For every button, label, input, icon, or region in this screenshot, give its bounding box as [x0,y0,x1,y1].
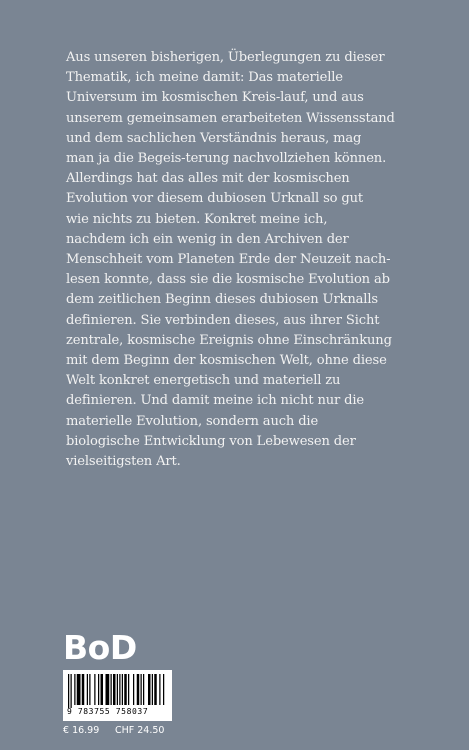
barcode-bar [124,674,127,705]
barcode-bar [154,674,157,705]
isbn-digits: 9 783755 758037 [67,707,149,716]
barcode-bar [106,674,110,705]
barcode-bar [87,674,88,705]
barcode-bar [98,674,99,705]
back-cover-blurb: Aus unseren bisherigen, Überlegungen zu dieser Thematik, ich meine damit: Das materielle Universum im kosmischen Kreis-lauf, und aus unserem gemeinsamen erarbeiteten Wissensstand und dem sachlichen Verständnis heraus, mag man ja die Begeis-terung nachvollziehen können. Allerdings hat das alles mit der kosmischen Evolution vor diesem dubiosen Urknall so gut wie nichts zu bieten. Konkret meine ich, nachdem ich ein wenig in den Archiven der Menschheit vom Planeten Erde der Neuzeit nach- lesen konnte, dass sie die kosmische Evolution ab dem zeitlichen Beginn dieses dubiosen Urknalls definieren. Sie verbinden dieses, aus ihrer Sicht zentrale, kosmische Ereignis ohne Einschränkung mit dem Beginn der kosmischen Welt, ohne diese Welt konkret energetisch und materiell zu definieren. Und damit meine ich nicht nur die materielle Evolution, sondern auch die biologische Entwicklung von Lebewesen der vielseitigsten Art. [66,50,395,470]
barcode-bar [159,674,160,705]
barcode-bar [113,674,116,705]
barcode-bar [122,674,123,705]
barcode-bar [117,674,118,705]
isbn-barcode [63,670,172,721]
price-chf: CHF 24.50 [115,725,165,736]
barcode-bar [71,674,72,708]
barcode-bar [137,674,140,705]
barcode-bar [128,674,129,705]
barcode-bar [94,674,95,705]
barcode-bar [119,674,120,705]
barcode-bar [148,674,151,705]
barcode-bar [152,674,153,705]
barcode-bar [101,674,104,705]
barcode-bar [68,674,69,708]
barcode-bar [82,674,85,705]
barcode-bar [141,674,142,705]
barcode-bar [143,674,144,705]
barcode-bar [163,674,164,705]
barcode-bar [133,674,134,705]
barcode-bar [77,674,81,705]
barcode-bar [89,674,90,705]
barcode-bar [111,674,112,705]
price-eur: € 16.99 [63,725,100,736]
barcode-bars [68,674,167,708]
barcode-bar [74,674,75,705]
bod-publisher-logo: BoD [63,628,137,667]
